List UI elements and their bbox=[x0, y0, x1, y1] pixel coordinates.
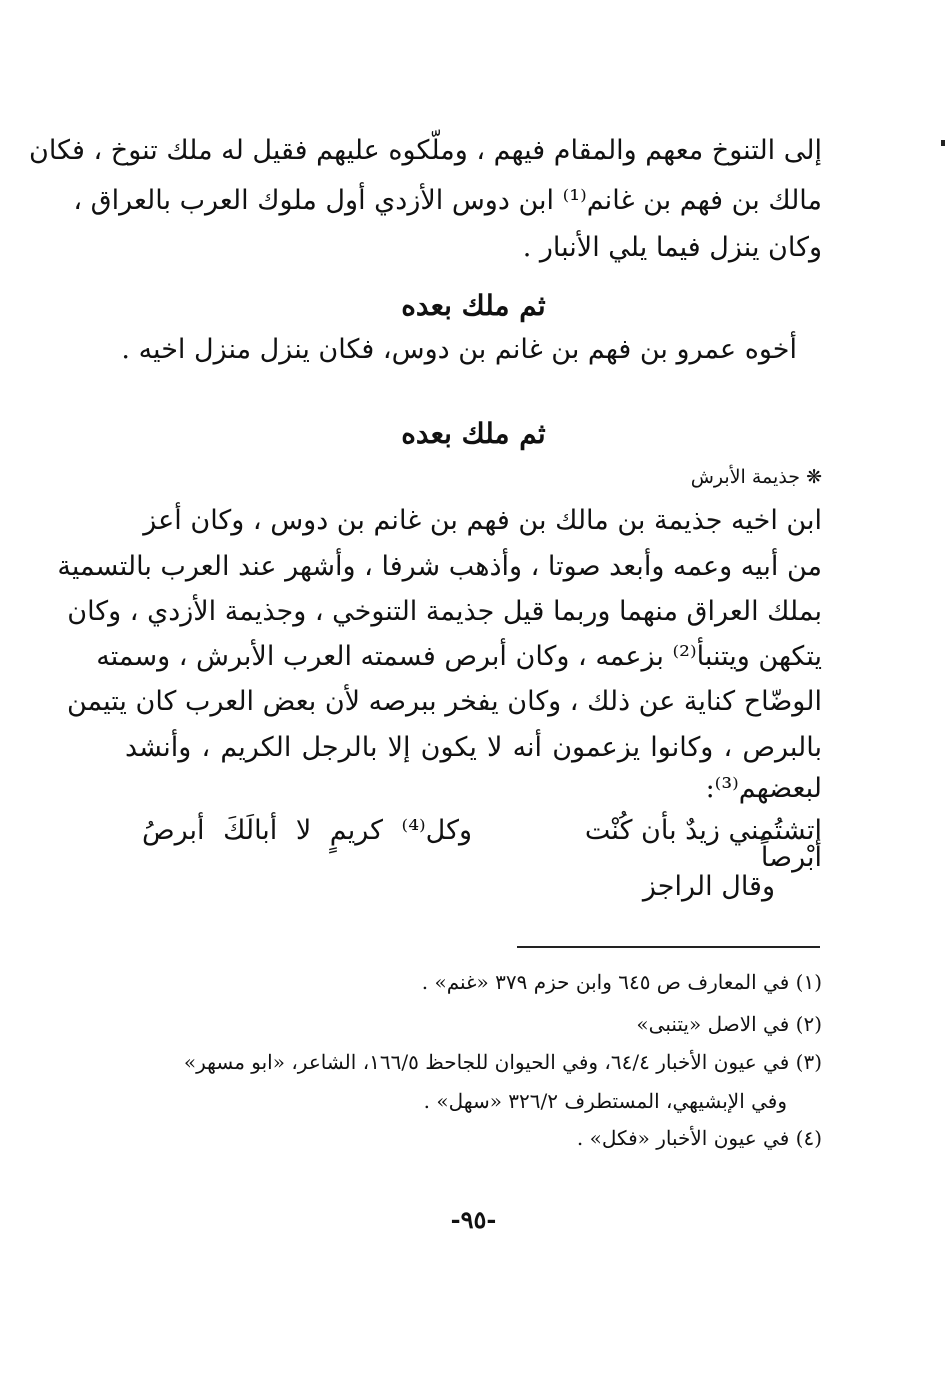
footnote: (٣) في عيون الأخبار ٦٤/٤، وفي الحيوان للجاحظ ١٦٦/٥، الشاعر، «ابو مسهر» bbox=[183, 1050, 822, 1074]
page-number: -٩٥- bbox=[450, 1205, 497, 1234]
scan-mark bbox=[941, 140, 945, 146]
paragraph-line: من أبيه وعمه وأبعد صوتا ، وأذهب شرفا ، وأشهر عند العرب بالتسمية bbox=[57, 551, 822, 582]
paragraph-line: يتكهن ويتنبأ⁽²⁾ بزعمه ، وكان أبرص فسمته العرب الأبرش ، وسمته bbox=[96, 641, 822, 672]
paragraph-line: ابن اخيه جذيمة بن مالك بن فهم بن غانم بن دوس ، وكان أعز bbox=[143, 505, 822, 536]
paragraph-line: وقال الراجز bbox=[642, 871, 775, 902]
footnote: (١) في المعارف ص ٦٤٥ وابن حزم ٣٧٩ «غنم» . bbox=[421, 970, 822, 994]
paragraph-line: الوضّاح كناية عن ذلك ، وكان يفخر ببرصه لأن بعض العرب كان يتيمن bbox=[66, 686, 822, 717]
paragraph-line: إلى التنوخ معهم والمقام فيهم ، وملّكوه عليهم فقيل له ملك تنوخ ، فكان bbox=[29, 135, 822, 166]
paragraph-line: مالك بن فهم بن غانم⁽¹⁾ ابن دوس الأزدي أول ملوك العرب بالعراق ، bbox=[73, 185, 822, 216]
footnote-separator bbox=[517, 946, 820, 948]
margin-note: ❋ جذيمة الأبرش bbox=[690, 466, 822, 488]
paragraph-line: لبعضهم⁽³⁾: bbox=[705, 773, 822, 804]
section-heading: ثم ملك بعده bbox=[401, 417, 546, 450]
footnote: (٤) في عيون الأخبار «فكل» . bbox=[576, 1126, 822, 1150]
footnote: وفي الإبشيهي، المستطرف ٣٢٦/٢ «سهل» . bbox=[423, 1089, 787, 1113]
verse-first-hemistich: اتشتُمني زيدٌ بأن كُنْت أبْرصاً bbox=[584, 815, 822, 873]
paragraph-line: بملك العراق منهما وربما قيل جذيمة التنوخي ، وجذيمة الأزدي ، وكان bbox=[67, 596, 822, 627]
paragraph-line: وكان ينزل فيما يلي الأنبار . bbox=[522, 232, 822, 263]
paragraph-line: بالبرص ، وكانوا يزعمون أنه لا يكون إلا بالرجل الكريم ، وأنشد bbox=[125, 732, 822, 763]
footnote: (٢) في الاصل «يتنبى» bbox=[636, 1012, 822, 1036]
paragraph-line: أخوه عمرو بن فهم بن غانم بن دوس، فكان ينزل منزل اخيه . bbox=[121, 334, 797, 365]
section-heading: ثم ملك بعده bbox=[401, 289, 546, 322]
verse-second-hemistich: وكل⁽⁴⁾ كريمٍ لا أبالَكَ أبرصُ bbox=[142, 815, 472, 846]
